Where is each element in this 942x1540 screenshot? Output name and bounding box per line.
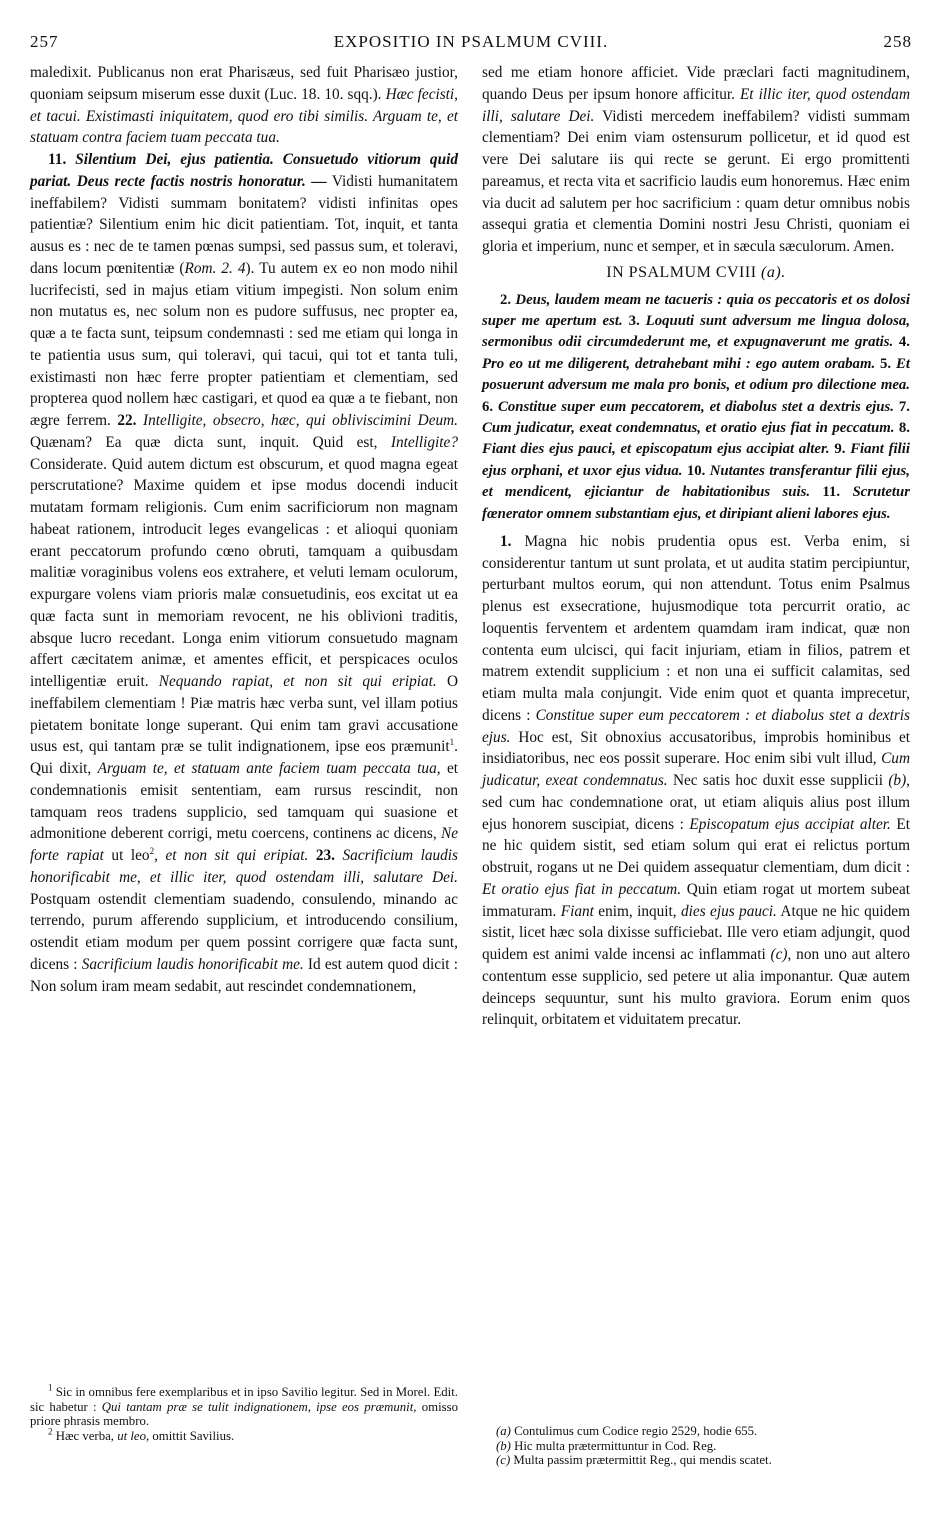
footnote: (c) Multa passim prætermittit Reg., qui mendis scatet. — [496, 1453, 772, 1467]
right-column — [482, 62, 910, 1031]
paragraph: sed me etiam honore afficiet. Vide præclari facti magnitudinem, quando Deus per ipsum honore afficitur. Et illic iter, quod ostendam illi, salutare Dei. Vidisti mercedem ineffabilem? vidisti summam clementiam? Dei enim viam ostensurum pollicetur, et id quod est vere Dei salutare iis qui recte se gerunt. Ei ergo promittenti pareamus, et recta vita et sacrificio laudis eum honoremus. Hæc enim via ducit ad salutem per hoc sacrificium : quam detur omnibus nobis assequi gratia et clementia Domini nostri Jesu Christi, quoniam ei gloria et imperium, nunc et semper, et in sæcula sæculorum. Amen. — [482, 64, 910, 255]
left-footnotes — [30, 1382, 458, 1443]
psalm-verses: 2. Deus, laudem meam ne tacueris : quia os peccatoris et os dolosi super me apertum est. 3. Loquuti sunt adversum me lingua dolosa, sermonibus odii circumdederunt me, et expugnaverunt me gratis. 4. Pro eo ut me diligerent, detrahebant mihi : ego autem orabam. 5. Et posuerunt adversum me mala pro bonis, et odium pro dilectione mea. 6. Constitue super eum peccatorem, et diabolus stet a dextris ejus. 7. Cum judicatur, exeat condemnatus, et oratio ejus fiat in peccatum. 8. Fiant dies ejus pauci, et episcopatum ejus accipiat alter. 9. Fiant filii ejus orphani, et uxor ejus vidua. 10. Nutantes transferantur filii ejus, et mendicent, ejiciantur de habitationibus suis. 11. Scrutetur fœnerator omnem substantiam ejus, et diripiant alieni labores ejus. — [482, 291, 911, 522]
section-heading: Silentium Dei, ejus patientia. Consuetudo vitiorum quid pariat. Deus recte factis nostris honoratur. — — [30, 151, 458, 190]
footnote: $^1$ Sic in omnibus fere exemplaribus et in ipso Savilio legitur. Sed in Morel. Edit. sic habetur : Qui tantam præ se tulit indignationem, ipse eos præmunit, omisso priore phrasis membro. — [30, 1382, 458, 1428]
page-number-right: 258 — [883, 32, 912, 51]
footnote: (b) Hic multa prætermittuntur in Cod. Reg. — [496, 1438, 717, 1453]
footnote: $^2$ Hæc verba, ut leo, omittit Savilius. — [48, 1426, 235, 1443]
page-header — [30, 32, 912, 56]
right-footnotes — [496, 1424, 910, 1468]
left-column — [30, 62, 458, 997]
running-title: EXPOSITIO IN PSALMUM CVIII. — [333, 32, 609, 51]
section-title: IN PSALMUM CVIII (a). — [606, 263, 786, 281]
paragraph: maledixit. Publicanus non erat Pharisæus, sed fuit Pharisæo justior, quoniam seipsum miserum esse duxit (Luc. 18. 10. sqq.). Hæc fecisti, et tacui. Existimasti iniquitatem, quod ero tibi similis. Arguam te, et statuam contra faciem tuam peccata tua. — [30, 64, 459, 147]
footnote: (a) Contulimus cum Codice regio 2529, hodie 655. — [496, 1424, 758, 1438]
page-number-left: 257 — [30, 32, 59, 51]
footnote-ref: 1 — [449, 737, 455, 748]
footnote-ref: 2 — [149, 845, 155, 856]
commentary-paragraph: 1. Magna hic nobis prudentia opus est. Verba enim, si considerentur tantum ut sunt prolata, et ut audita statim percipiuntur, perturbant multos eorum, qui non attendunt. Totus enim Psalmus plenus est exsecratione, hujusmodique tota percurrit oratio, ac loquentis ferventem et ardentem quamdam iram indicat, quæ non contenta eum ulcisci, qui facit injuriam, etiam in filios, patrem et matrem extendit supplicium : et non una ei sufficit calamitas, sed etiam multa mala conjungit. Vide enim quot et quanta imprecetur, dicens : Constitue super eum peccatorem : et diabolus stet a dextris ejus. Hoc est, Sit obnoxius accusatoribus, improbis hominibus et insidiatoribus, nec eos possit superare. Hoc enim sibi vult illud, Cum judicatur, exeat condemnatus. Nec satis hoc duxit esse supplicii (b), sed cum hac condemnatione orat, ut etiam aliquis alius post illum ejus honorem suscipiat, dicens : Episcopatum ejus accipiat alter. Et ne hic quidem sistit, sed etiam solum qui erat ei relictus portum obstruit, rogans ut ne Dei quidem assequatur clementiam, dum dicit : Et oratio ejus fiat in peccatum. Quin etiam rogat ut mortem subeat immaturam. Fiant enim, inquit, dies ejus pauci. Atque ne hic quidem sistit, licet hæc sola dixisse sufficiebat. Ille vero etiam adjungit, quod quidem est animi valde incensi ac inflammati (c), non uno aut altero contentum esse supplicio, sed petere ut alia imponantur. Quæ autem deinceps sequuntur, sunt his multo graviora. Eorum enim quos relinquit, orbitatem et viduitatem precatur. — [482, 532, 911, 1029]
section-11: 11. Silentium Dei, ejus patientia. Consuetudo vitiorum quid pariat. Deus recte factis nostris honoratur. — Vidisti humanitatem ineffabilem? Vidisti summam bonitatem? vidisti infinitas opes patientiæ? Silentium enim hic dicit patientiam. Tot, inquit, et tanta ausus es : nec de te tamen pœnas sumpsi, sed passus sum, et toleravi, dans locum pœnitentiæ (Rom. 2. 4). Tu autem ex eo non modo nihil lucrifecisti, sed in majus etiam vitium impegisti. Non solum enim non mutatus es, nec solum non es pudore suffusus, nec propter ea, quæ a te facta sunt, teipsum condemnasti : sed me etiam qui longa in te patientia usus sum, qui toleravi, qui tacui, qui tot et tanta tuli, existimasti non hæc ferre propter patientiam et clementiam, sed propterea quod nollem hæc castigari, et quod ea quæ a te fiebant, non ægre ferrem. 22. Intelligite, obsecro, hæc, qui obliviscimini Deum. Quænam? Ea quæ dicta sunt, inquit. Quid est, Intelligite? Considerate. Quid autem dictum est obscurum, et quod magna egeat perscrutatione? Maxime quidem et ipse modus docendi inducit mutatam formam religionis. Cum enim sacrificiorum non magnam habeat rationem, introducit leges evangelicas : et alioqui quoniam erant peccatorum profundo cœno obruti, tamquam a quibusdam malitiæ voraginibus volens eos extrahere, et veluti lemam oculorum, expurgare volens viam prioris malæ consuetudinis, eos excitat ut ea quæ facta sunt in memoriam revocent, ne his oblivioni traditis, absque lucro recedant. Longa enim vitiorum consuetudo magnam affert cæcitatem animæ, et amentes efficit, et perspicaces oculos intelligentiæ eruit. Nequando rapiat, et non sit qui eripiat. O ineffabilem clementiam ! Piæ matris hæc verba sunt, vel illam potius pietatem bonitate longe superant. Qui enim tam gravi accusatione usus est, qui tantam præ se tulit indignationem, ipse eos præmunit$^1$. Qui dixit, Arguam te, et statuam ante faciem tuam peccata tua, et condemnationis emisit sententiam, eam rursus rescindit, non tamquam reos tradens supplicio, sed tamquam qui suasione et admonitione deberent corrigi, metu coercens, continens ac dicens, Ne forte rapiat ut leo$^2$, et non sit qui eripiat. 23. Sacrificium laudis honorificabit me, et illic iter, quod ostendam illi, salutare Dei. Postquam ostendit clementiam suadendo, consulendo, minando ac terrendo, purum afferendo supplicium, et introducendo consilium, ostendit etiam modum per quem possint corrigere quæ facta sunt, dicens : Sacrificium laudis honorificabit me. Id est autem quod dicit : Non solum iram meam sedabit, aut rescindet condemnationem, — [30, 151, 459, 995]
